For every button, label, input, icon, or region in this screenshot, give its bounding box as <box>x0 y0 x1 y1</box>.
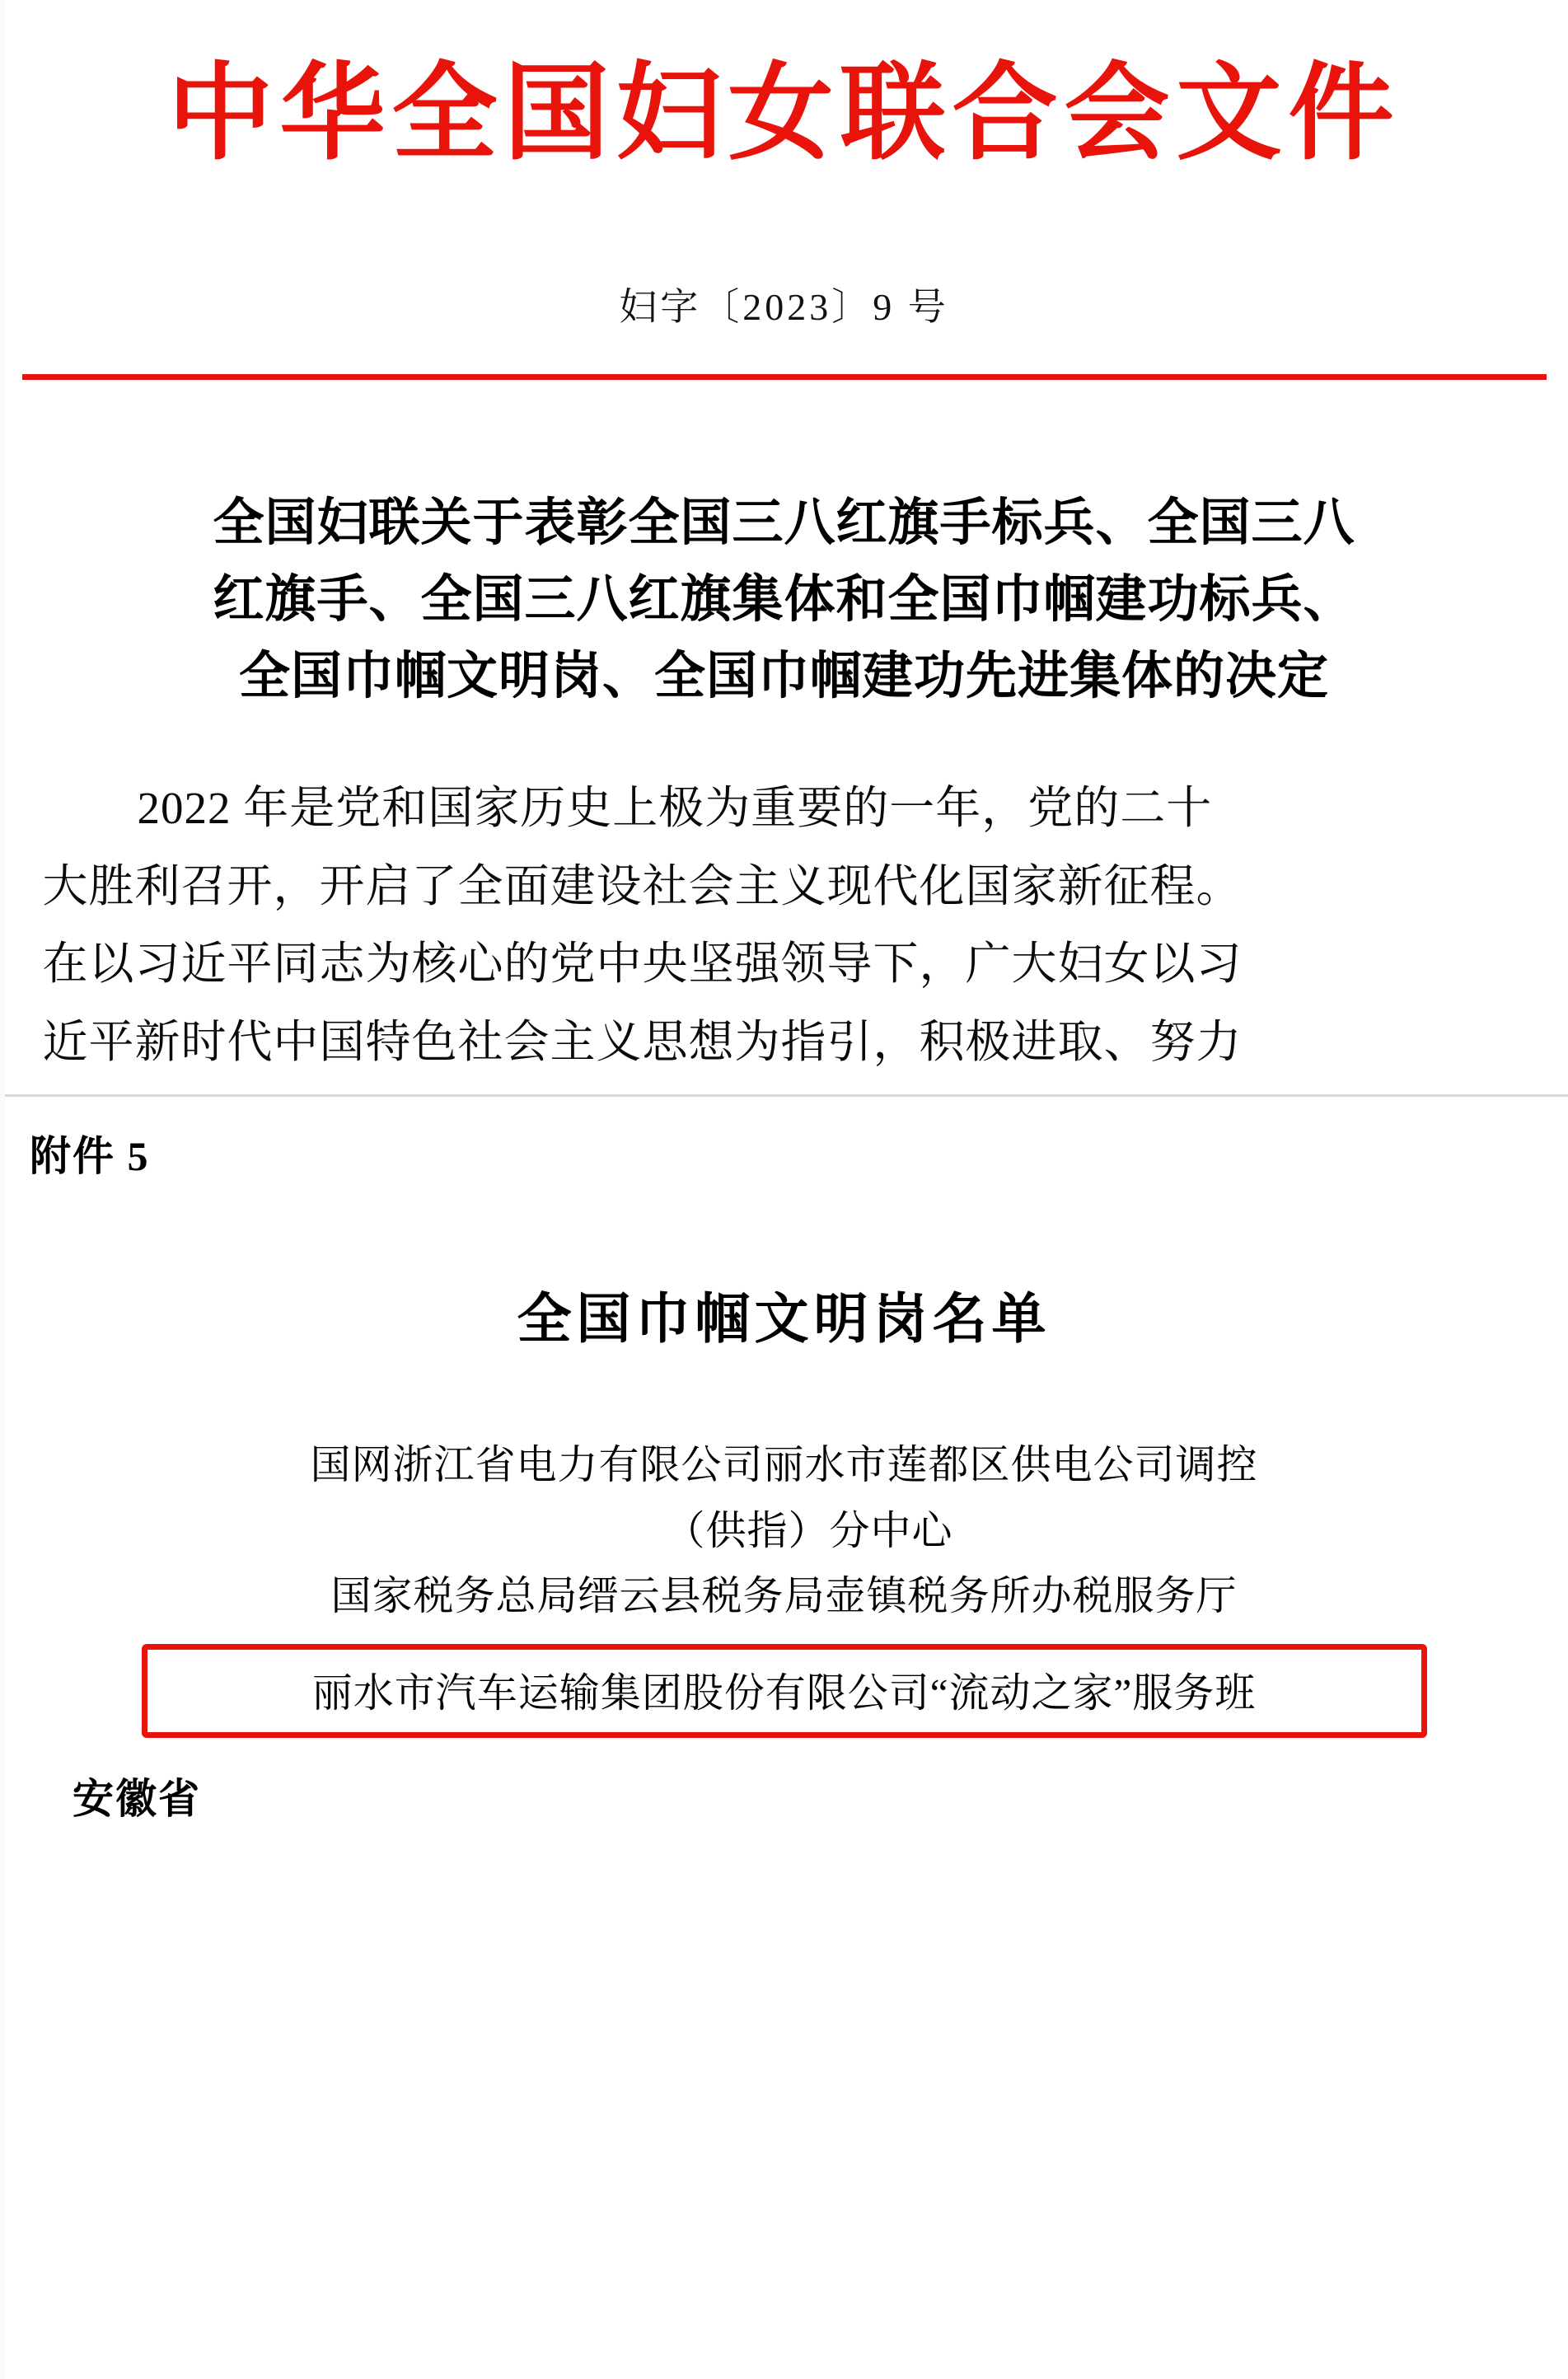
fragment-separator <box>0 1094 1568 1105</box>
issuer-title: 中华全国妇女联合会文件 <box>167 55 1401 172</box>
attachment-label: 附件 5 <box>30 1133 150 1180</box>
decision-title <box>47 485 1522 715</box>
red-divider-rule <box>22 374 1547 380</box>
decision-title-line-2: 红旗手、全国三八红旗集体和全国巾帼建功标兵、 <box>213 572 1355 628</box>
decision-title-line-3: 全国巾帼文明岗、全国巾帼建功先进集体的决定 <box>238 649 1329 705</box>
body-line-3: 在以习近平同志为核心的党中央坚强领导下，广大妇女以习 <box>42 939 1243 990</box>
body-line-4: 近平新时代中国特色社会主义思想为指引，积极进取、努力 <box>42 1016 1243 1067</box>
list-item: 国家税务总局缙云县税务局壶镇税务所办税服务厅 <box>330 1573 1238 1619</box>
document-header <box>0 0 1568 380</box>
highlighted-list-item: 丽水市汽车运输集团股份有限公司“流动之家”服务班 <box>142 1644 1427 1738</box>
body-paragraph <box>43 770 1526 1081</box>
body-line-2: 大胜利召开，开启了全面建设社会主义现代化国家新征程。 <box>42 860 1243 911</box>
decision-title-line-1: 全国妇联关于表彰全国三八红旗手标兵、全国三八 <box>213 495 1355 551</box>
attachment-title: 全国巾帼文明岗名单 <box>517 1290 1051 1351</box>
document-number: 妇字〔2023〕9 号 <box>619 286 949 328</box>
scan-edge <box>0 0 5 2379</box>
body-line-1: 2022 年是党和国家历史上极为重要的一年，党的二十 <box>137 783 1213 833</box>
province-heading: 安徽省 <box>73 1775 201 1822</box>
list-item: （供指）分中心 <box>664 1507 953 1553</box>
list-item: 国网浙江省电力有限公司丽水市莲都区供电公司调控 <box>310 1442 1258 1488</box>
attachment-list <box>109 1432 1460 1628</box>
